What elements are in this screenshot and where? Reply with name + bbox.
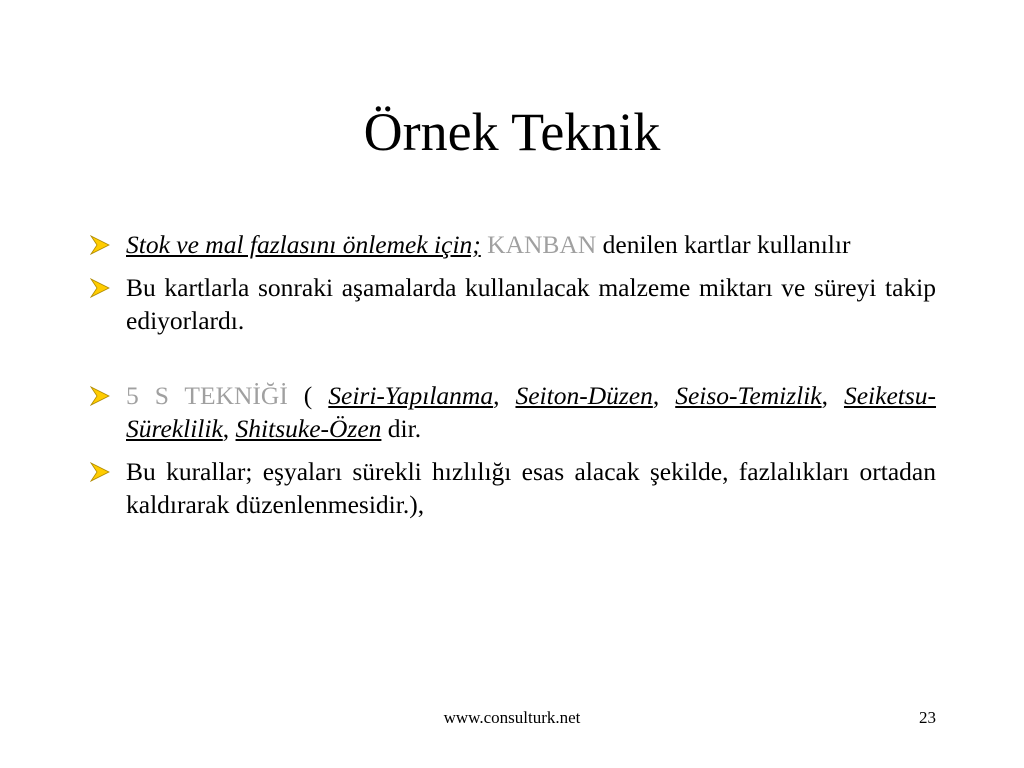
bullet-item (90, 379, 936, 445)
bullet-item (90, 228, 936, 261)
separator: , (652, 381, 676, 410)
bullet-text-emphasis: Stok ve mal fazlasını önlemek için; (126, 230, 481, 259)
term-shitsuke: Shitsuke-Özen (235, 414, 382, 443)
arrow-bullet-icon (90, 462, 110, 482)
arrow-bullet-icon (90, 386, 110, 406)
separator: , (222, 414, 236, 443)
bullet-text-keyword: KANBAN (487, 230, 597, 259)
slide-body (90, 228, 936, 531)
page-number: 23 (919, 708, 936, 727)
term-seiri: Seiri-Yapılanma (328, 381, 494, 410)
bullet-text-keyword: 5 S TEKNİĞİ (126, 381, 288, 410)
bullet-text: Bu kurallar; eşyaları sürekli hızlılığı esas alacak şekilde, fazlalıkları ortadan kaldırarak düzenlenmesidir.), (126, 457, 936, 519)
bullet-item (90, 455, 936, 521)
bullet-text: ( (287, 381, 329, 410)
bullet-text: denilen kartlar kullanılır (596, 230, 851, 259)
bullet-item (90, 271, 936, 337)
term-seiton: Seiton-Düzen (515, 381, 653, 410)
separator: , (821, 381, 844, 410)
term-seiso: Seiso-Temizlik (675, 381, 822, 410)
footer-url: www.consulturk.net (443, 708, 581, 727)
separator: , (493, 381, 516, 410)
slide-title: Örnek Teknik (363, 102, 661, 162)
arrow-bullet-icon (90, 235, 110, 255)
term-seiketsu: Seiketsu-Süreklilik (126, 381, 937, 443)
bullet-text: dir. (381, 414, 422, 443)
arrow-bullet-icon (90, 278, 110, 298)
bullet-text: Bu kartlarla sonraki aşamalarda kullanılacak malzeme miktarı ve süreyi takip ediyorlardı. (126, 273, 936, 335)
